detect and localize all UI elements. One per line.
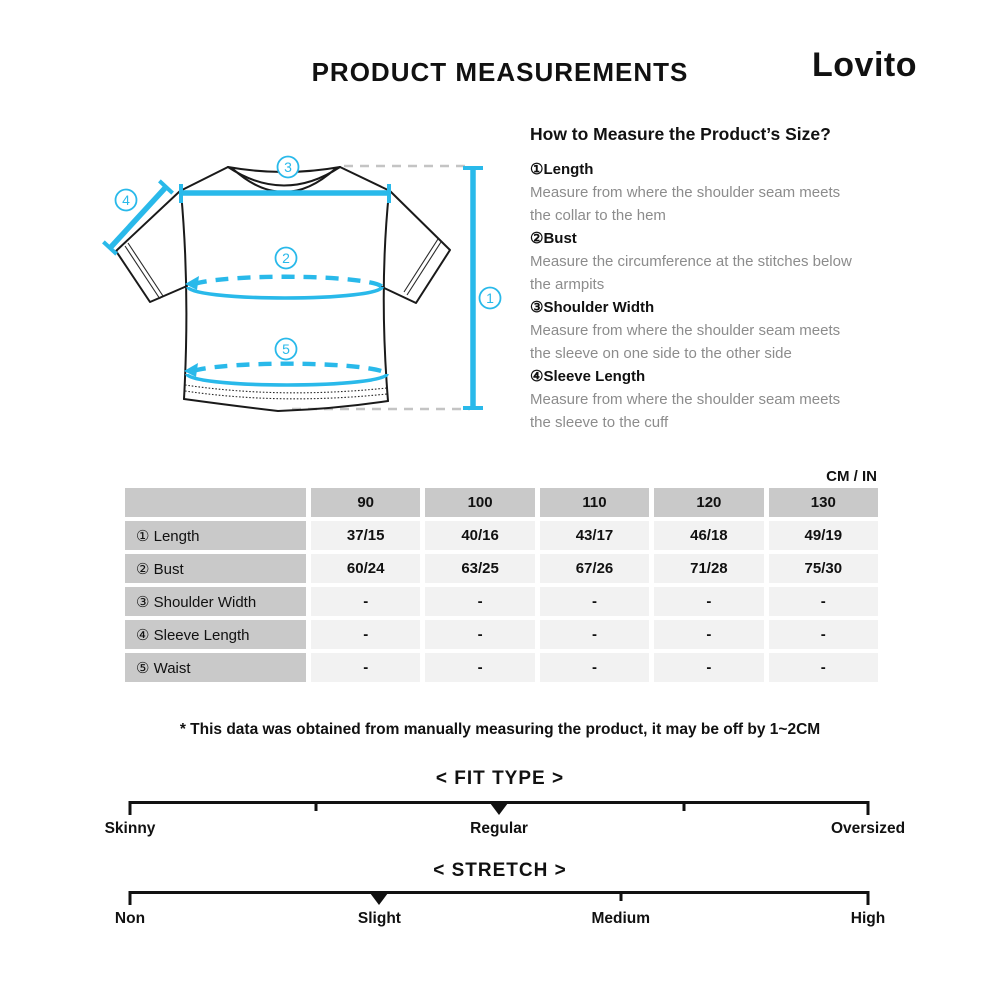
sleeve-length-measure-line <box>103 181 172 254</box>
stretch-labels <box>114 910 886 930</box>
table-value-cell: - <box>540 653 649 682</box>
fit-type-scale <box>0 768 1000 860</box>
fit-type-rail <box>130 801 868 804</box>
table-value-cell: 40/16 <box>425 521 534 550</box>
scale-label: Non <box>114 910 146 927</box>
table-value-cell: - <box>769 653 878 682</box>
svg-text:2: 2 <box>282 250 290 266</box>
callout-1-length <box>480 288 501 309</box>
howto-item-number: ④ <box>530 368 544 385</box>
howto-item-description-line: Measure from where the shoulder seam meets <box>530 322 841 339</box>
tshirt-measurement-diagram <box>85 140 515 440</box>
svg-text:5: 5 <box>282 341 290 357</box>
table-row-label: ④ Sleeve Length <box>125 620 306 649</box>
waist-measure-ellipse <box>184 363 387 385</box>
table-row-label: ② Bust <box>125 554 306 583</box>
howto-item-description-line: Measure from where the shoulder seam meets <box>530 391 841 408</box>
unit-label: CM / IN <box>826 468 877 485</box>
scale-label: Slight <box>357 910 401 927</box>
shoulder-width-measure-line <box>181 184 389 203</box>
table-value-cell: - <box>311 620 420 649</box>
table-corner-cell <box>125 488 306 517</box>
fit-type-labels <box>104 820 906 840</box>
callout-4-sleeve <box>116 190 137 211</box>
brand-logo: Lovito <box>812 46 917 84</box>
scale-tick <box>867 891 870 905</box>
disclaimer-footnote: * This data was obtained from manually measuring the product, it may be off by 1~2CM <box>179 721 821 738</box>
scale-label: Regular <box>470 820 528 837</box>
scale-tick <box>619 891 622 901</box>
size-column-header: 90 <box>311 488 420 517</box>
stretch-scale <box>0 860 1000 952</box>
howto-item-description-line: the sleeve to the cuff <box>530 414 669 431</box>
table-value-cell: - <box>425 653 534 682</box>
howto-item-description-line: the sleeve on one side to the other side <box>530 345 792 362</box>
scale-tick <box>867 801 870 815</box>
table-value-cell: - <box>769 620 878 649</box>
scale-label: Oversized <box>830 820 906 837</box>
tshirt-outline-icon <box>116 167 450 411</box>
table-value-cell: - <box>540 620 649 649</box>
measurements-table <box>125 488 878 682</box>
table-value-cell: - <box>654 653 763 682</box>
size-column-header: 120 <box>654 488 763 517</box>
howto-item-label: Length <box>543 161 594 178</box>
howto-items <box>530 158 900 434</box>
table-value-cell: 67/26 <box>540 554 649 583</box>
howto-item-name <box>530 158 900 181</box>
howto-item-number: ① <box>530 161 544 178</box>
table-value-cell: 63/25 <box>425 554 534 583</box>
how-to-measure-title: How to Measure the Product’s Size? <box>530 124 831 144</box>
table-value-cell: 71/28 <box>654 554 763 583</box>
table-value-cell: 46/18 <box>654 521 763 550</box>
table-value-cell: - <box>654 587 763 616</box>
scale-marker-triangle <box>370 893 388 905</box>
table-value-cell: - <box>425 620 534 649</box>
table-value-cell: - <box>540 587 649 616</box>
callout-5-waist <box>276 339 297 360</box>
table-row-label: ③ Shoulder Width <box>125 587 306 616</box>
howto-item-description-line: the armpits <box>530 276 605 293</box>
callout-3-shoulder <box>278 157 299 178</box>
howto-item-label: Sleeve Length <box>543 368 646 385</box>
scale-label: High <box>850 910 886 927</box>
table-value-cell: - <box>654 620 763 649</box>
table-value-cell: - <box>311 653 420 682</box>
table-row-label: ⑤ Waist <box>125 653 306 682</box>
table-value-cell: 75/30 <box>769 554 878 583</box>
how-to-measure-section <box>530 124 900 434</box>
size-column-header: 110 <box>540 488 649 517</box>
howto-item-number: ② <box>530 230 544 247</box>
svg-text:3: 3 <box>284 159 292 175</box>
howto-item-description-line: Measure from where the shoulder seam meets <box>530 184 841 201</box>
howto-item-label: Bust <box>543 230 577 247</box>
scale-marker-triangle <box>490 803 508 815</box>
table-value-cell: - <box>769 587 878 616</box>
bust-measure-ellipse <box>185 276 382 298</box>
scale-tick <box>682 801 685 811</box>
scale-label: Medium <box>591 910 651 927</box>
size-column-header: 130 <box>769 488 878 517</box>
page-title: PRODUCT MEASUREMENTS <box>311 57 689 87</box>
howto-item-description-line: Measure the circumference at the stitches below <box>530 253 852 270</box>
scale-tick <box>129 801 132 815</box>
howto-item-name <box>530 296 900 319</box>
scale-label: Skinny <box>104 820 156 837</box>
table-value-cell: - <box>311 587 420 616</box>
callout-2-bust <box>276 248 297 269</box>
howto-item-label: Shoulder Width <box>543 299 655 316</box>
table-value-cell: 37/15 <box>311 521 420 550</box>
table-value-cell: 49/19 <box>769 521 878 550</box>
table-value-cell: - <box>425 587 534 616</box>
svg-text:1: 1 <box>486 290 494 306</box>
size-column-header: 100 <box>425 488 534 517</box>
howto-item-name <box>530 227 900 250</box>
fit-type-title: < FIT TYPE > <box>435 768 565 789</box>
howto-item-name <box>530 365 900 388</box>
length-measure-line <box>463 168 483 408</box>
scale-tick <box>129 891 132 905</box>
stretch-title: < STRETCH > <box>433 860 567 881</box>
howto-item-description-line: the collar to the hem <box>530 207 666 224</box>
table-value-cell: 43/17 <box>540 521 649 550</box>
table-value-cell: 60/24 <box>311 554 420 583</box>
svg-text:4: 4 <box>122 192 130 208</box>
stretch-rail <box>130 891 868 894</box>
howto-item-number: ③ <box>530 299 544 316</box>
scale-tick <box>314 801 317 811</box>
table-row-label: ① Length <box>125 521 306 550</box>
